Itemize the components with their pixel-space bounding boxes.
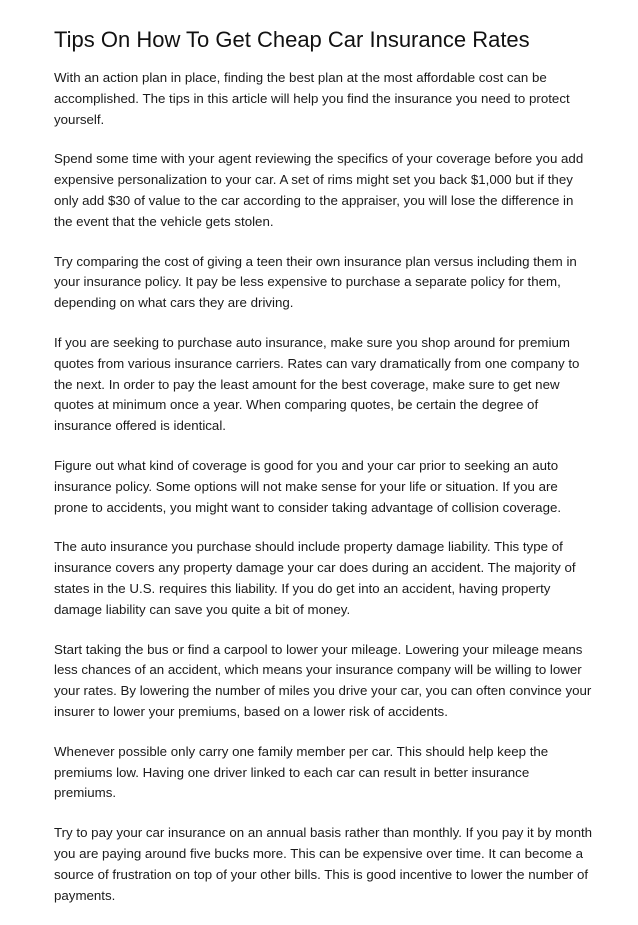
paragraph-annual-payment: Try to pay your car insurance on an annual basis rather than monthly. If you pay it by month you are paying around five bucks more. This can be expensive over time. It can become a source of frustration on top of your other bills. This is good incentive to lower the number of payments. <box>54 825 593 903</box>
paragraph-mileage: Start taking the bus or find a carpool to lower your mileage. Lowering your mileage means less chances of an accident, which means your insurance company will be willing to lower your rates. By lowering the number of miles you drive your car, you can often convince your insurer to lower your premiums, based on a lower risk of accidents. <box>54 641 592 719</box>
paragraph-shop-around: If you are seeking to purchase auto insurance, make sure you shop around for premium quotes from various insurance carriers. Rates can vary dramatically from one company to the next. In order to pay the least amount for the best coverage, make sure to get new quotes at minimum once a year. When comparing quotes, be certain the degree of insurance offered is identical. <box>54 334 580 434</box>
paragraph-property-damage: The auto insurance you purchase should include property damage liability. This type of insurance covers any property damage your car does during an accident. The majority of states in the U.S. requires this liability. If you do get into an accident, having property damage liability can save you quite a bit of money. <box>54 539 576 617</box>
paragraph-agent-review: Spend some time with your agent reviewing the specifics of your coverage before you add expensive personalization to your car. A set of rims might set you back $1,000 but if they only add $30 of value to the car according to the appraiser, you will lose the difference in the event that the vehicle gets stolen. <box>54 151 584 229</box>
paragraph-one-per-car: Whenever possible only carry one family member per car. This should help keep the premiums low. Having one driver linked to each car can result in better insurance premiums. <box>54 743 549 801</box>
page-title: Tips On How To Get Cheap Car Insurance Rates <box>54 27 530 52</box>
paragraph-intro: With an action plan in place, finding the best plan at the most affordable cost can be accomplished. The tips in this article will help you find the insurance you need to protect yourself. <box>54 70 570 127</box>
paragraph-teen-policy: Try comparing the cost of giving a teen their own insurance plan versus including them in your insurance policy. It pay be less expensive to purchase a separate policy for them, depending on what cars they are driving. <box>54 253 577 311</box>
paragraph-coverage-type: Figure out what kind of coverage is good for you and your car prior to seeking an auto insurance policy. Some options will not make sense for your life or situation. If you are prone to accidents, you might want to consider taking advantage of collision coverage. <box>54 457 562 515</box>
article-body <box>54 68 594 925</box>
